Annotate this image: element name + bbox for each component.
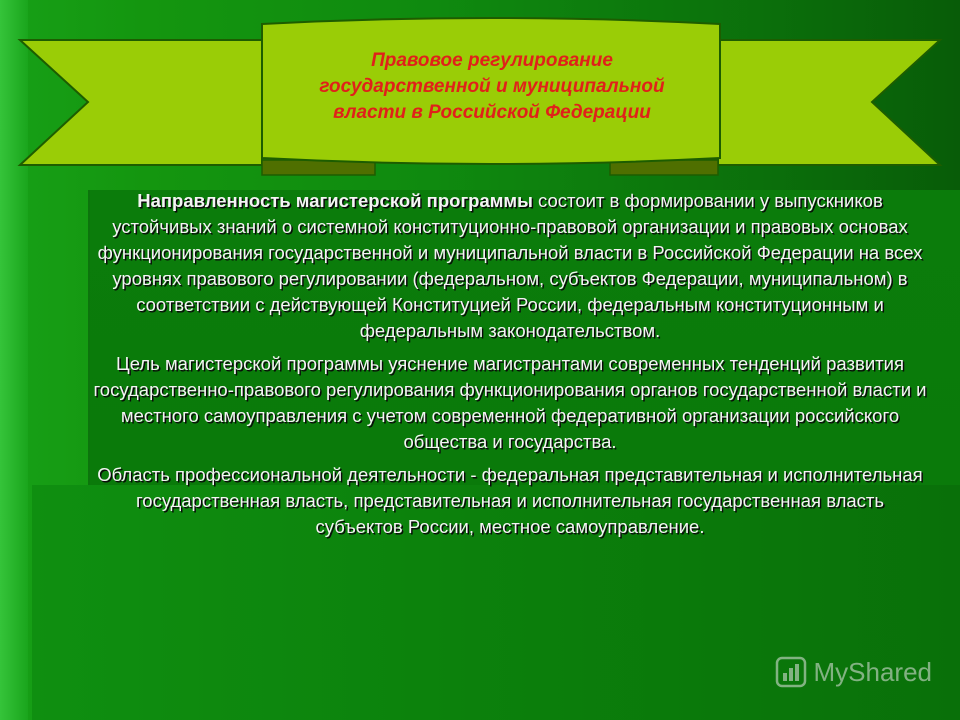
banner-title-line-2: государственной и муниципальной — [319, 76, 665, 97]
watermark-text: MyShared — [813, 656, 932, 687]
slide-body — [92, 188, 928, 547]
program-direction-text: состоит в формировании у выпускников устойчивых знаний о системной конституционно-правовой организации и правовых основах функционирования государственной и муниципальной власти в Российской Федерации на всех уровнях правового регулировании (федеральном, субъектов Федерации, муниципальном) в соответствии с действующей Конституцией России, федеральным конституционным и федеральным законодательством. — [97, 190, 923, 341]
banner-title-line-1: Правовое регулирование — [371, 50, 613, 71]
professional-area-paragraph: Область профессиональной деятельности - федеральная представительная и исполнительная государственная власть, представительная и исполнительная государственная власть субъектов России, местное самоуправление. — [97, 464, 923, 537]
banner-title — [262, 48, 722, 126]
myshared-logo-icon — [774, 655, 808, 689]
program-direction-paragraph — [92, 188, 928, 344]
program-direction-lead: Направленность магистерской программы — [137, 190, 533, 211]
watermark — [774, 655, 933, 689]
banner-title-line-3: власти в Российской Федерации — [333, 102, 651, 123]
program-goal-paragraph: Цель магистерской программы уяснение магистрантами современных тенденций развития государственно-правового регулирования функционирования органов государственной власти и местного самоуправления с учетом современной федеративной организации российского общества и государства. — [93, 353, 927, 452]
